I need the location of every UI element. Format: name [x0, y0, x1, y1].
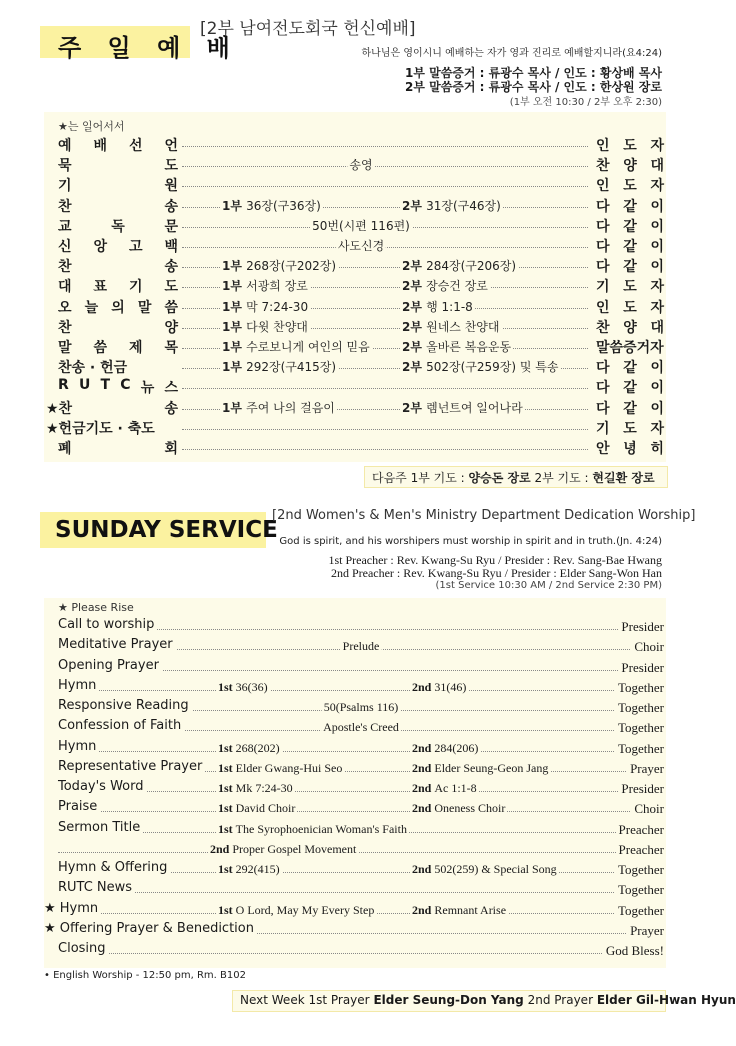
english-part2-detail: 2nd Ac 1:1-8	[412, 781, 477, 795]
english-part2-label: 2nd	[412, 902, 435, 917]
english-part1-detail: 1st Elder Gwang-Hui Seo	[218, 760, 343, 775]
english-part2-detail: 2nd 284(206)	[412, 740, 479, 755]
english-order-leader: Prayer	[627, 761, 664, 777]
english-order-item: Confession of Faith	[58, 718, 184, 733]
korean-order-leader	[596, 175, 664, 195]
korean-part2-label: 2부	[402, 259, 427, 274]
korean-order-item-char: 예	[58, 138, 72, 154]
english-part1-detail: 1st Mk 7:24-30	[218, 781, 293, 795]
korean-order-leader-char: 도	[623, 138, 637, 154]
english-order-row	[58, 658, 664, 678]
english-order-row	[58, 637, 664, 657]
korean-part1-detail: 1부 수로보니게 여인의 믿음	[222, 340, 370, 354]
english-order-row	[44, 920, 664, 941]
korean-order-leader-char: 같	[623, 239, 637, 255]
english-order-item: Meditative Prayer	[58, 637, 176, 652]
english-order-item: Representative Prayer	[58, 759, 205, 774]
korean-order-leader-char: 이	[650, 380, 664, 397]
korean-service-times: (1부 오전 10:30 / 2부 오후 2:30)	[509, 97, 662, 108]
korean-order-leader-char: 자	[650, 178, 664, 195]
korean-part2-label: 2부	[402, 400, 427, 415]
dotted-leader	[58, 690, 664, 691]
korean-part1-detail: 1부 주여 나의 걸음이	[222, 400, 335, 415]
english-part1-label: 1st	[218, 862, 236, 876]
korean-order-leader	[596, 256, 664, 276]
korean-order-leader	[596, 297, 664, 317]
english-order-row	[58, 718, 664, 738]
dotted-leader	[182, 146, 588, 147]
korean-part2-label: 2부	[402, 360, 427, 375]
dotted-leader	[58, 791, 664, 792]
korean-order-leader-char: 이	[650, 360, 664, 377]
english-part1-label: 1st	[218, 679, 236, 694]
korean-order-item-char: 폐	[58, 441, 72, 457]
dotted-leader	[182, 449, 588, 450]
korean-order-leader-char: 자	[650, 138, 664, 154]
korean-order-row	[46, 418, 664, 438]
korean-part1-detail: 1부 36장(구36장)	[222, 198, 321, 213]
english-order-leader: Presider	[618, 619, 664, 635]
korean-order-leader-char: 양	[623, 158, 637, 175]
english-order-leader: Together	[615, 903, 664, 919]
korean-order-leader	[596, 317, 664, 337]
korean-part1-detail: 1부 서광희 장로	[222, 279, 308, 294]
english-next-week-name1: Elder Seung-Don Yang	[373, 993, 524, 1007]
korean-order-leader-char: 이	[650, 218, 664, 235]
korean-order-row	[58, 196, 664, 216]
korean-order-leader	[596, 135, 664, 155]
english-order-leader: Choir	[631, 639, 664, 655]
english-rise-note: ★ Please Rise	[58, 601, 134, 614]
korean-order-detail: 사도신경	[337, 239, 385, 253]
english-order-row	[58, 617, 664, 637]
english-order-leader: Prayer	[627, 923, 664, 939]
english-order-item: Hymn & Offering	[58, 860, 170, 875]
korean-order-leader-char: 같	[623, 218, 637, 235]
korean-order-row	[58, 377, 664, 397]
korean-order-item-char: 목	[164, 340, 178, 356]
korean-order-leader-char: 자	[650, 279, 664, 296]
korean-order-leader-char: 도	[623, 279, 637, 296]
korean-order-leader	[596, 337, 664, 357]
english-order-leader: Together	[615, 741, 664, 757]
korean-order-item	[58, 135, 178, 155]
korean-part1-label: 1부	[222, 319, 247, 334]
english-order-leader: Presider	[618, 781, 664, 797]
korean-order-item-char: 문	[164, 218, 178, 235]
english-order-leader: Together	[615, 862, 664, 878]
korean-rise-note: ★는 일어서서	[58, 120, 125, 133]
english-part1-detail: 1st David Choir	[218, 801, 296, 816]
korean-order-leader	[596, 398, 664, 418]
korean-order-leader-char: 찬	[596, 158, 610, 175]
korean-order-item-char: 회	[164, 441, 178, 457]
korean-order-leader-char: 다	[596, 400, 610, 417]
english-part2-detail: 2nd Oneness Choir	[412, 801, 506, 816]
english-order-item: RUTC News	[58, 880, 135, 895]
english-next-week-mid: 2nd Prayer	[527, 993, 593, 1007]
korean-order-item	[58, 276, 178, 296]
korean-order-leader-char: 다	[596, 360, 610, 377]
english-order-item: Responsive Reading	[58, 698, 192, 713]
english-part1-detail: 1st O Lord, May My Every Step	[218, 902, 375, 917]
english-order-leader: Presider	[618, 660, 664, 676]
korean-order-item-char: U	[78, 377, 91, 394]
korean-order-item	[58, 438, 178, 458]
korean-part1-label: 1부	[222, 299, 247, 314]
korean-part2-label: 2부	[402, 198, 427, 213]
korean-order-item-char: 말	[137, 299, 152, 316]
english-part1-label: 1st	[218, 902, 236, 917]
korean-order-item-char: 의	[111, 299, 125, 316]
korean-order-item	[58, 256, 178, 276]
english-order-leader: Together	[615, 882, 664, 898]
korean-order-item	[58, 297, 178, 317]
korean-order-item-char: 늘	[84, 299, 99, 316]
english-part2-detail: 2nd 31(46)	[412, 679, 467, 694]
english-part1-label: 1st	[218, 801, 236, 816]
korean-order-leader-char: 안	[596, 441, 610, 457]
korean-order-item-char: 찬	[58, 319, 72, 336]
korean-order-leader-char: 같	[623, 360, 637, 377]
dotted-leader	[182, 429, 588, 430]
english-order-row	[58, 799, 664, 819]
korean-order-item	[58, 357, 178, 377]
korean-order-item-char: 양	[164, 319, 178, 336]
korean-order-item	[58, 216, 178, 236]
english-order-leader: Choir	[631, 801, 664, 817]
korean-part1-detail: 1부 292장(구415장)	[222, 360, 337, 375]
english-order-leader: Preacher	[616, 842, 664, 858]
korean-order-leader-char: 같	[623, 400, 637, 417]
korean-order-leader-char: 인	[596, 178, 610, 195]
korean-order-item-char: 백	[164, 239, 178, 255]
korean-order-item-char: 독	[111, 218, 125, 235]
korean-order-row	[58, 175, 664, 195]
english-order-row	[58, 941, 664, 961]
korean-order-item-char: 대	[58, 279, 72, 296]
korean-order-leader	[596, 236, 664, 256]
korean-order-item-char: T	[100, 377, 111, 394]
korean-order-item-char: 찬송 · 헌금	[58, 360, 128, 377]
korean-part2-detail: 2부 31장(구46장)	[402, 198, 501, 213]
korean-order-item-char: 기	[128, 279, 143, 296]
korean-order-row	[58, 135, 664, 155]
english-part2-detail: 2nd Elder Seung-Geon Jang	[412, 760, 549, 775]
english-order-item: Hymn	[58, 739, 99, 754]
korean-order-item-char: 찬	[58, 259, 72, 276]
korean-part2-label: 2부	[402, 340, 427, 354]
english-preacher-line1: 1st Preacher : Rev. Kwang-Su Ryu / Presider : Rev. Sang-Bae Hwang	[328, 553, 662, 567]
korean-part2-detail: 2부 284장(구206장)	[402, 259, 517, 274]
english-order-item: Call to worship	[58, 617, 157, 632]
korean-order-leader-char: 녕	[623, 441, 637, 457]
korean-part2-detail: 2부 행 1:1-8	[402, 299, 473, 314]
english-verse: God is spirit, and his worshipers must worship in spirit and in truth.(Jn. 4:24)	[279, 536, 662, 547]
english-part2-label: 2nd	[412, 801, 435, 816]
korean-order-leader-char: 이	[650, 239, 664, 255]
korean-order-item-char: 송	[164, 400, 178, 417]
english-part1-detail: 1st 36(36)	[218, 679, 268, 694]
english-part2-label: 2nd	[412, 781, 435, 795]
english-part2-label: 2nd	[210, 841, 233, 856]
korean-order-item-char: 원	[164, 178, 178, 195]
english-order-row	[58, 678, 664, 698]
english-order-item: ★ Hymn	[44, 901, 101, 916]
english-order-leader: Preacher	[616, 822, 664, 838]
english-order-leader: God Bless!	[603, 943, 664, 959]
korean-order-leader-char: 이	[650, 259, 664, 276]
korean-order-leader-char: 같	[623, 259, 637, 276]
korean-part2-detail: 2부 원네스 찬양대	[402, 319, 500, 334]
korean-order-leader-char: 같	[623, 198, 637, 215]
korean-order-row	[58, 276, 664, 296]
korean-order-item-char: C	[120, 377, 131, 394]
korean-order-item	[46, 418, 178, 438]
korean-preacher-line1: 1부 말씀증거 : 류광수 목사 / 인도 : 황상배 목사	[405, 66, 662, 80]
korean-order-detail: 송영	[349, 158, 373, 173]
korean-order-leader-char: 대	[650, 319, 664, 336]
english-order-leader: Together	[615, 680, 664, 696]
korean-part1-detail: 1부 268장(구202장)	[222, 259, 337, 274]
korean-order-leader-char: 다	[596, 198, 610, 215]
english-part1-detail: 1st 292(415)	[218, 862, 280, 876]
korean-order-item-char: 송	[164, 259, 178, 276]
korean-order-leader-char: 기	[596, 279, 610, 296]
english-worship-note: • English Worship - 12:50 pm, Rm. B102	[44, 970, 246, 981]
korean-order-leader	[596, 418, 664, 438]
korean-order-item-char: ★찬	[46, 400, 73, 417]
korean-next-week-name1: 양승돈 장로	[468, 471, 531, 485]
korean-order-item-char: 찬	[58, 198, 72, 215]
english-part2-label: 2nd	[412, 679, 435, 694]
english-next-week-prefix: Next Week 1st Prayer	[240, 993, 370, 1007]
korean-order-row	[46, 398, 664, 418]
english-part2-detail: 2nd Remnant Arise	[412, 902, 507, 917]
korean-order-item	[58, 236, 178, 256]
english-order-item: Sermon Title	[58, 820, 143, 835]
english-next-week	[240, 993, 736, 1007]
english-order-item: Today's Word	[58, 779, 147, 794]
english-part2-detail: 2nd Proper Gospel Movement	[210, 841, 357, 856]
english-part1-label: 1st	[218, 760, 236, 775]
korean-order-row	[58, 155, 664, 175]
english-order-item: Closing	[58, 941, 109, 956]
english-order-row	[58, 779, 664, 799]
korean-order-leader	[596, 438, 664, 458]
english-order-row	[58, 759, 664, 779]
korean-order-leader	[596, 196, 664, 216]
korean-order-leader-char: 이	[650, 400, 664, 417]
korean-order-leader-char: 도	[623, 178, 637, 195]
english-part2-label: 2nd	[412, 740, 435, 755]
korean-order-leader	[596, 357, 664, 377]
korean-order-item-char: 고	[128, 239, 143, 255]
korean-order-leader	[596, 216, 664, 236]
korean-order-leader-char: 인	[596, 299, 610, 316]
korean-order-item-char: R	[58, 377, 69, 394]
korean-order-leader-char: 다	[596, 239, 610, 255]
korean-part1-detail: 1부 다윗 찬양대	[222, 319, 308, 334]
korean-subtitle: [2부 남여전도회국 헌신예배]	[200, 19, 416, 39]
dotted-leader	[182, 388, 588, 389]
korean-next-week	[372, 469, 655, 486]
korean-order-leader	[596, 155, 664, 175]
korean-order-item-char: ★헌금기도 · 축도	[46, 420, 155, 437]
english-order-row	[58, 820, 664, 840]
korean-order-leader-char: 자	[650, 420, 664, 437]
korean-order-item-char: 선	[128, 138, 143, 154]
korean-order-item	[58, 337, 178, 357]
korean-order-item	[58, 155, 178, 175]
korean-order-row	[58, 297, 664, 317]
korean-order-item-char: 말	[58, 340, 72, 356]
english-title: SUNDAY SERVICE	[55, 517, 278, 543]
korean-order-leader-char: 양	[623, 319, 637, 336]
english-part1-detail: 1st The Syrophoenician Woman's Faith	[218, 821, 407, 836]
english-order-item: Hymn	[58, 678, 99, 693]
korean-order-leader	[596, 276, 664, 296]
korean-order-item-char: 교	[58, 218, 72, 235]
dotted-leader	[58, 892, 664, 893]
korean-order-leader-char: 대	[650, 158, 664, 175]
korean-order-item-char: 신	[58, 239, 72, 255]
english-part1-label: 1st	[218, 740, 236, 755]
english-order-detail: Apostle's Creed	[323, 720, 399, 735]
korean-order-leader-char: 다	[596, 218, 610, 235]
korean-order-leader-char: 같	[623, 380, 637, 397]
korean-order-row	[58, 337, 664, 357]
english-preacher-line2: 2nd Preacher : Rev. Kwang-Su Ryu / Presider : Elder Sang-Won Han	[330, 566, 662, 580]
korean-part2-label: 2부	[402, 299, 427, 314]
korean-part1-label: 1부	[222, 198, 247, 213]
dotted-leader	[58, 852, 664, 853]
korean-order-detail: 50번(시편 116편)	[312, 218, 410, 233]
korean-part1-detail: 1부 막 7:24-30	[222, 299, 309, 314]
english-order-row	[58, 698, 664, 718]
english-order-item: Opening Prayer	[58, 658, 162, 673]
korean-order-item-char: 오	[58, 299, 72, 316]
korean-order-item-char: 씀	[164, 299, 178, 316]
dotted-leader	[58, 953, 664, 954]
dotted-leader	[58, 811, 664, 812]
korean-order-leader-char: 도	[623, 420, 637, 437]
korean-title: 주 일 예 배	[58, 34, 239, 62]
korean-part1-label: 1부	[222, 340, 247, 354]
korean-order-leader-char: 자	[650, 299, 664, 316]
korean-order-leader-char: 찬	[596, 319, 610, 336]
korean-part2-detail: 2부 502장(구259장) 및 특송	[402, 360, 559, 375]
korean-order-leader-char: 다	[596, 259, 610, 276]
english-order-leader: Together	[615, 700, 664, 716]
english-order-item: ★ Offering Prayer & Benediction	[44, 921, 257, 936]
korean-order-item-char: 씀	[93, 340, 108, 356]
korean-order-row	[58, 216, 664, 236]
korean-order-row	[58, 256, 664, 276]
korean-order-item	[46, 398, 178, 418]
korean-part1-label: 1부	[222, 259, 247, 274]
english-order-detail: Prelude	[342, 639, 380, 654]
korean-part2-label: 2부	[402, 319, 427, 334]
korean-order-item-char: 제	[128, 340, 143, 356]
korean-part2-detail: 2부 올바른 복음운동	[402, 340, 512, 354]
english-part1-detail: 1st 268(202)	[218, 740, 280, 755]
korean-part2-detail: 2부 장승건 장로	[402, 279, 488, 294]
english-part1-label: 1st	[218, 781, 236, 795]
english-next-week-name2: Elder Gil-Hwan Hyun	[596, 993, 736, 1007]
korean-order-item-char: 앙	[93, 239, 108, 255]
korean-part1-label: 1부	[222, 279, 247, 294]
korean-order-item-char: 묵	[58, 158, 72, 175]
korean-order-leader-char: 기	[596, 420, 610, 437]
english-part2-label: 2nd	[412, 862, 435, 876]
dotted-leader	[182, 166, 588, 167]
korean-order-item-char: 배	[93, 138, 108, 154]
korean-order-item-char: 뉴	[140, 380, 155, 397]
english-order-item: Praise	[58, 799, 100, 814]
korean-order-row	[58, 357, 664, 377]
english-service-times: (1st Service 10:30 AM / 2nd Service 2:30 PM)	[435, 580, 662, 591]
korean-order-item	[58, 175, 178, 195]
korean-order-leader-char: 다	[596, 380, 610, 397]
english-part2-detail: 2nd 502(259) & Special Song	[412, 862, 557, 876]
korean-order-item-char: 도	[164, 158, 178, 175]
dotted-leader	[182, 186, 588, 187]
korean-order-leader	[596, 377, 664, 397]
english-order-row	[58, 860, 664, 880]
korean-order-item	[58, 377, 178, 397]
korean-order-item-char: 표	[93, 279, 108, 296]
english-subtitle: [2nd Women's & Men's Ministry Department Dedication Worship]	[272, 508, 696, 523]
korean-next-week-prefix: 다음주 1부 기도 :	[372, 471, 465, 485]
korean-preacher-line2: 2부 말씀증거 : 류광수 목사 / 인도 : 한상원 장로	[405, 80, 662, 94]
korean-order-leader-char: 인	[596, 138, 610, 154]
korean-order-row	[58, 317, 664, 337]
english-order-row	[58, 840, 664, 860]
english-part2-label: 2nd	[412, 760, 435, 775]
english-part1-label: 1st	[218, 821, 236, 836]
korean-part1-label: 1부	[222, 360, 247, 375]
korean-next-week-mid: 2부 기도 :	[534, 471, 589, 485]
korean-order-leader-char: 이	[650, 198, 664, 215]
korean-order-item	[58, 317, 178, 337]
english-order-row	[44, 900, 664, 921]
korean-part2-detail: 2부 렘넌트여 일어나라	[402, 400, 523, 415]
korean-order-row	[58, 236, 664, 256]
korean-order-item-char: 스	[164, 380, 178, 397]
korean-part1-label: 1부	[222, 400, 247, 415]
korean-part2-label: 2부	[402, 279, 427, 294]
dotted-leader	[58, 751, 664, 752]
korean-order-item	[58, 196, 178, 216]
korean-order-leader-char: 말씀증거자	[596, 340, 664, 356]
korean-order-leader-char: 도	[623, 299, 637, 316]
korean-order-item-char: 송	[164, 198, 178, 215]
korean-next-week-name2: 현길환 장로	[592, 471, 655, 485]
korean-verse: 하나님은 영이시니 예배하는 자가 영과 진리로 예배할지니라(요4:24)	[361, 48, 662, 59]
korean-order-item-char: 도	[164, 279, 178, 296]
english-order-row	[58, 880, 664, 900]
english-order-leader: Together	[615, 720, 664, 736]
korean-order-item-char: 기	[58, 178, 72, 195]
english-order-row	[58, 739, 664, 759]
korean-order-item-char: 언	[164, 138, 178, 154]
korean-order-leader-char: 히	[650, 441, 664, 457]
english-order-detail: 50(Psalms 116)	[323, 700, 399, 714]
korean-order-row	[58, 438, 664, 458]
